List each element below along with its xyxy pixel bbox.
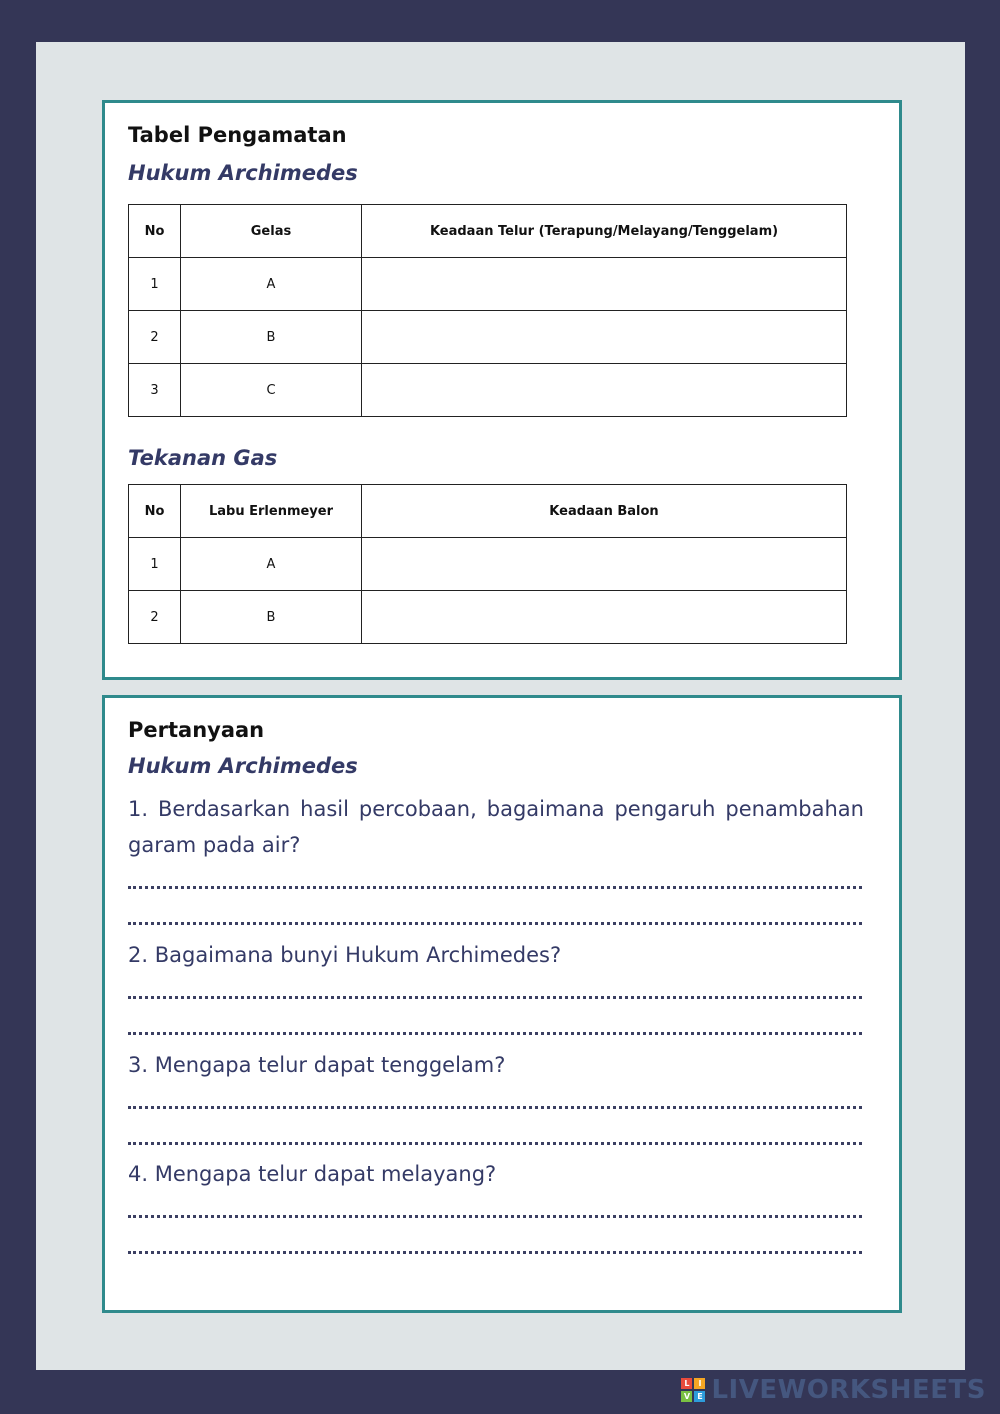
table-row — [129, 364, 847, 417]
questions-subtitle: Hukum Archimedes — [128, 754, 358, 778]
row-labu: B — [181, 591, 362, 644]
row-gelas: A — [181, 258, 362, 311]
observation-title: Tabel Pengamatan — [128, 123, 347, 147]
table-row — [129, 538, 847, 591]
header-keadaan-balon: Keadaan Balon — [362, 485, 847, 538]
questions-card — [102, 695, 902, 1313]
archimedes-table — [128, 204, 847, 417]
row-gelas: B — [181, 311, 362, 364]
row-number: 1 — [129, 258, 181, 311]
row-answer-cell[interactable] — [362, 258, 847, 311]
table-header-row — [129, 485, 847, 538]
row-answer-cell[interactable] — [362, 538, 847, 591]
header-no: No — [129, 205, 181, 258]
liveworksheets-brand — [681, 1374, 986, 1406]
answer-line-3a[interactable] — [128, 1106, 862, 1109]
header-labu: Labu Erlenmeyer — [181, 485, 362, 538]
answer-line-4a[interactable] — [128, 1215, 862, 1218]
header-no: No — [129, 485, 181, 538]
header-keadaan-telur: Keadaan Telur (Terapung/Melayang/Tenggelam) — [362, 205, 847, 258]
table-row — [129, 311, 847, 364]
question-2: 2. Bagaimana bunyi Hukum Archimedes? — [128, 943, 562, 967]
gas-pressure-subtitle: Tekanan Gas — [128, 446, 278, 470]
row-number: 2 — [129, 311, 181, 364]
row-number: 3 — [129, 364, 181, 417]
row-number: 1 — [129, 538, 181, 591]
row-answer-cell[interactable] — [362, 364, 847, 417]
question-1: 1. Berdasarkan hasil percobaan, bagaimana pengaruh penambahan garam pada air? — [128, 797, 864, 857]
question-3: 3. Mengapa telur dapat tenggelam? — [128, 1053, 506, 1077]
brand-text: LIVEWORKSHEETS — [711, 1375, 986, 1405]
row-gelas: C — [181, 364, 362, 417]
questions-title: Pertanyaan — [128, 718, 265, 742]
gas-pressure-table — [128, 484, 847, 644]
answer-line-3b[interactable] — [128, 1142, 862, 1145]
answer-line-4b[interactable] — [128, 1251, 862, 1254]
answer-line-2a[interactable] — [128, 996, 862, 999]
answer-line-2b[interactable] — [128, 1032, 862, 1035]
table-row — [129, 591, 847, 644]
header-gelas: Gelas — [181, 205, 362, 258]
archimedes-subtitle: Hukum Archimedes — [128, 161, 358, 185]
liveworksheets-logo-icon: L I V E — [681, 1378, 705, 1402]
row-answer-cell[interactable] — [362, 591, 847, 644]
answer-line-1b[interactable] — [128, 922, 862, 925]
row-number: 2 — [129, 591, 181, 644]
table-header-row — [129, 205, 847, 258]
row-labu: A — [181, 538, 362, 591]
answer-line-1a[interactable] — [128, 886, 862, 889]
row-answer-cell[interactable] — [362, 311, 847, 364]
table-row — [129, 258, 847, 311]
question-4: 4. Mengapa telur dapat melayang? — [128, 1162, 497, 1186]
